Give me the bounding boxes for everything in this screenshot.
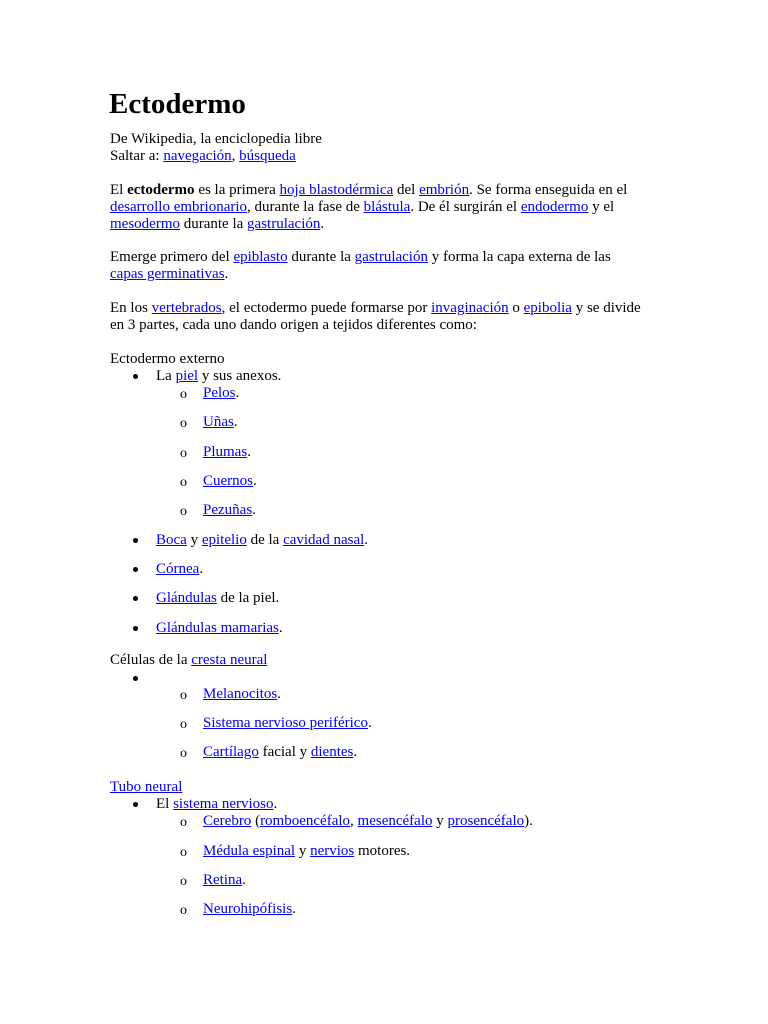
p1-line1: El ectodermo es la primera hoja blastodérmica del embrión. Se forma enseguida en el xyxy=(110,182,628,198)
sub-item-cuernos: Cuernos. xyxy=(203,473,257,489)
link-sistema-nervioso[interactable]: sistema nervioso xyxy=(173,796,274,812)
sub-item-melanocitos: Melanocitos. xyxy=(203,686,281,702)
link-epibolia[interactable]: epibolia xyxy=(523,300,572,316)
sub-item-cartilago: Cartílago facial y dientes. xyxy=(203,744,358,760)
p2-line1: Emerge primero del epiblasto durante la gastrulación y forma la capa externa de las xyxy=(110,249,611,265)
link-cresta-neural[interactable]: cresta neural xyxy=(191,652,268,668)
jump-line: Saltar a: navegación, búsqueda xyxy=(110,148,296,164)
link-cerebro[interactable]: Cerebro xyxy=(203,813,252,829)
link-medula-espinal[interactable]: Médula espinal xyxy=(203,843,296,859)
list-item-sistema-nervioso: El sistema nervioso. xyxy=(156,796,278,812)
link-unas[interactable]: Uñas xyxy=(203,414,234,430)
bullet-marker xyxy=(133,374,138,379)
link-neurohipofisis[interactable]: Neurohipófisis xyxy=(203,901,293,917)
p3-line2: en 3 partes, cada uno dando origen a tejidos diferentes como: xyxy=(110,317,477,333)
circle-marker: o xyxy=(180,874,187,889)
sub-item-pelos: Pelos. xyxy=(203,385,240,401)
link-hoja-blastodermica[interactable]: hoja blastodérmica xyxy=(279,182,394,198)
link-sistema-nervioso-periferico[interactable]: Sistema nervioso periférico xyxy=(203,715,368,731)
link-gastrulacion-2[interactable]: gastrulación xyxy=(354,249,428,265)
circle-marker: o xyxy=(180,717,187,732)
link-glandulas[interactable]: Glándulas xyxy=(156,590,217,606)
bullet-marker xyxy=(133,538,138,543)
bullet-marker xyxy=(133,596,138,601)
list-item-boca: Boca y epitelio de la cavidad nasal. xyxy=(156,532,369,548)
list-item-cornea: Córnea. xyxy=(156,561,204,577)
p2-line2: capas germinativas. xyxy=(110,266,229,282)
link-retina[interactable]: Retina xyxy=(203,872,243,888)
circle-marker: o xyxy=(180,504,187,519)
circle-marker: o xyxy=(180,446,187,461)
source-line: De Wikipedia, la enciclopedia libre xyxy=(110,131,322,147)
link-cornea[interactable]: Córnea xyxy=(156,561,200,577)
circle-marker: o xyxy=(180,746,187,761)
link-nervios[interactable]: nervios xyxy=(310,843,355,859)
sub-item-plumas: Plumas. xyxy=(203,444,251,460)
link-melanocitos[interactable]: Melanocitos xyxy=(203,686,278,702)
sub-item-sistema-nervioso-periferico: Sistema nervioso periférico. xyxy=(203,715,372,731)
p1-line3: mesodermo durante la gastrulación. xyxy=(110,216,325,232)
section-heading-tubo-neural xyxy=(110,779,182,796)
bullet-marker xyxy=(133,676,138,681)
link-epiblasto[interactable]: epiblasto xyxy=(233,249,288,265)
bold-term: ectodermo xyxy=(127,182,195,198)
link-tubo-neural[interactable]: Tubo neural xyxy=(110,779,183,795)
link-mesodermo[interactable]: mesodermo xyxy=(110,216,180,232)
link-dientes[interactable]: dientes xyxy=(310,744,354,760)
link-boca[interactable]: Boca xyxy=(156,532,187,548)
link-cavidad-nasal[interactable]: cavidad nasal xyxy=(283,532,365,548)
sub-item-retina: Retina. xyxy=(203,872,246,888)
bullet-marker xyxy=(133,626,138,631)
link-mesencefalo[interactable]: mesencéfalo xyxy=(357,813,433,829)
sub-item-medula-espinal: Médula espinal y nervios motores. xyxy=(203,843,411,859)
list-item-glandulas: Glándulas de la piel. xyxy=(156,590,280,606)
link-desarrollo-embrionario[interactable]: desarrollo embrionario xyxy=(110,199,248,215)
link-romboencefalo[interactable]: romboencéfalo xyxy=(260,813,351,829)
link-epitelio[interactable]: epitelio xyxy=(201,532,247,548)
sub-item-unas: Uñas. xyxy=(203,414,238,430)
link-cartilago[interactable]: Cartílago xyxy=(203,744,259,760)
link-blastula[interactable]: blástula xyxy=(363,199,411,215)
list-item-piel: La piel y sus anexos. xyxy=(156,368,282,384)
sub-item-cerebro: Cerebro (romboencéfalo, mesencéfalo y prosencéfalo). xyxy=(203,813,533,829)
section-heading-cresta-neural: Células de la cresta neural xyxy=(110,652,268,668)
bullet-marker xyxy=(133,567,138,572)
sub-item-neurohipofisis: Neurohipófisis. xyxy=(203,901,296,917)
link-cuernos[interactable]: Cuernos xyxy=(203,473,253,489)
p1-line2: desarrollo embrionario, durante la fase de blástula. De él surgirán el endodermo y el xyxy=(110,199,615,215)
circle-marker: o xyxy=(180,387,187,402)
circle-marker: o xyxy=(180,475,187,490)
circle-marker: o xyxy=(180,815,187,830)
link-glandulas-mamarias[interactable]: Glándulas mamarias xyxy=(156,620,279,636)
link-plumas[interactable]: Plumas xyxy=(203,444,248,460)
sub-item-pezunas: Pezuñas. xyxy=(203,502,256,518)
link-vertebrados[interactable]: vertebrados xyxy=(151,300,222,316)
link-endodermo[interactable]: endodermo xyxy=(520,199,589,215)
search-link[interactable]: búsqueda xyxy=(239,148,296,164)
circle-marker: o xyxy=(180,416,187,431)
circle-marker: o xyxy=(180,903,187,918)
link-invaginacion[interactable]: invaginación xyxy=(431,300,509,316)
p3-line1: En los vertebrados, el ectodermo puede formarse por invaginación o epibolia y se divide xyxy=(110,300,641,316)
link-gastrulacion[interactable]: gastrulación xyxy=(247,216,321,232)
circle-marker: o xyxy=(180,688,187,703)
link-capas-germinativas[interactable]: capas germinativas xyxy=(110,266,225,282)
nav-link[interactable]: navegación xyxy=(163,148,232,164)
circle-marker: o xyxy=(180,845,187,860)
section-heading-ectodermo-externo: Ectodermo externo xyxy=(110,351,225,367)
link-pezunas[interactable]: Pezuñas xyxy=(203,502,253,518)
list-item-glandulas-mamarias: Glándulas mamarias. xyxy=(156,620,283,636)
link-piel[interactable]: piel xyxy=(175,368,199,384)
link-embrion[interactable]: embrión xyxy=(419,182,470,198)
bullet-marker xyxy=(133,802,138,807)
link-prosencefalo[interactable]: prosencéfalo xyxy=(447,813,525,829)
page-title: Ectodermo xyxy=(109,88,246,120)
link-pelos[interactable]: Pelos xyxy=(203,385,236,401)
